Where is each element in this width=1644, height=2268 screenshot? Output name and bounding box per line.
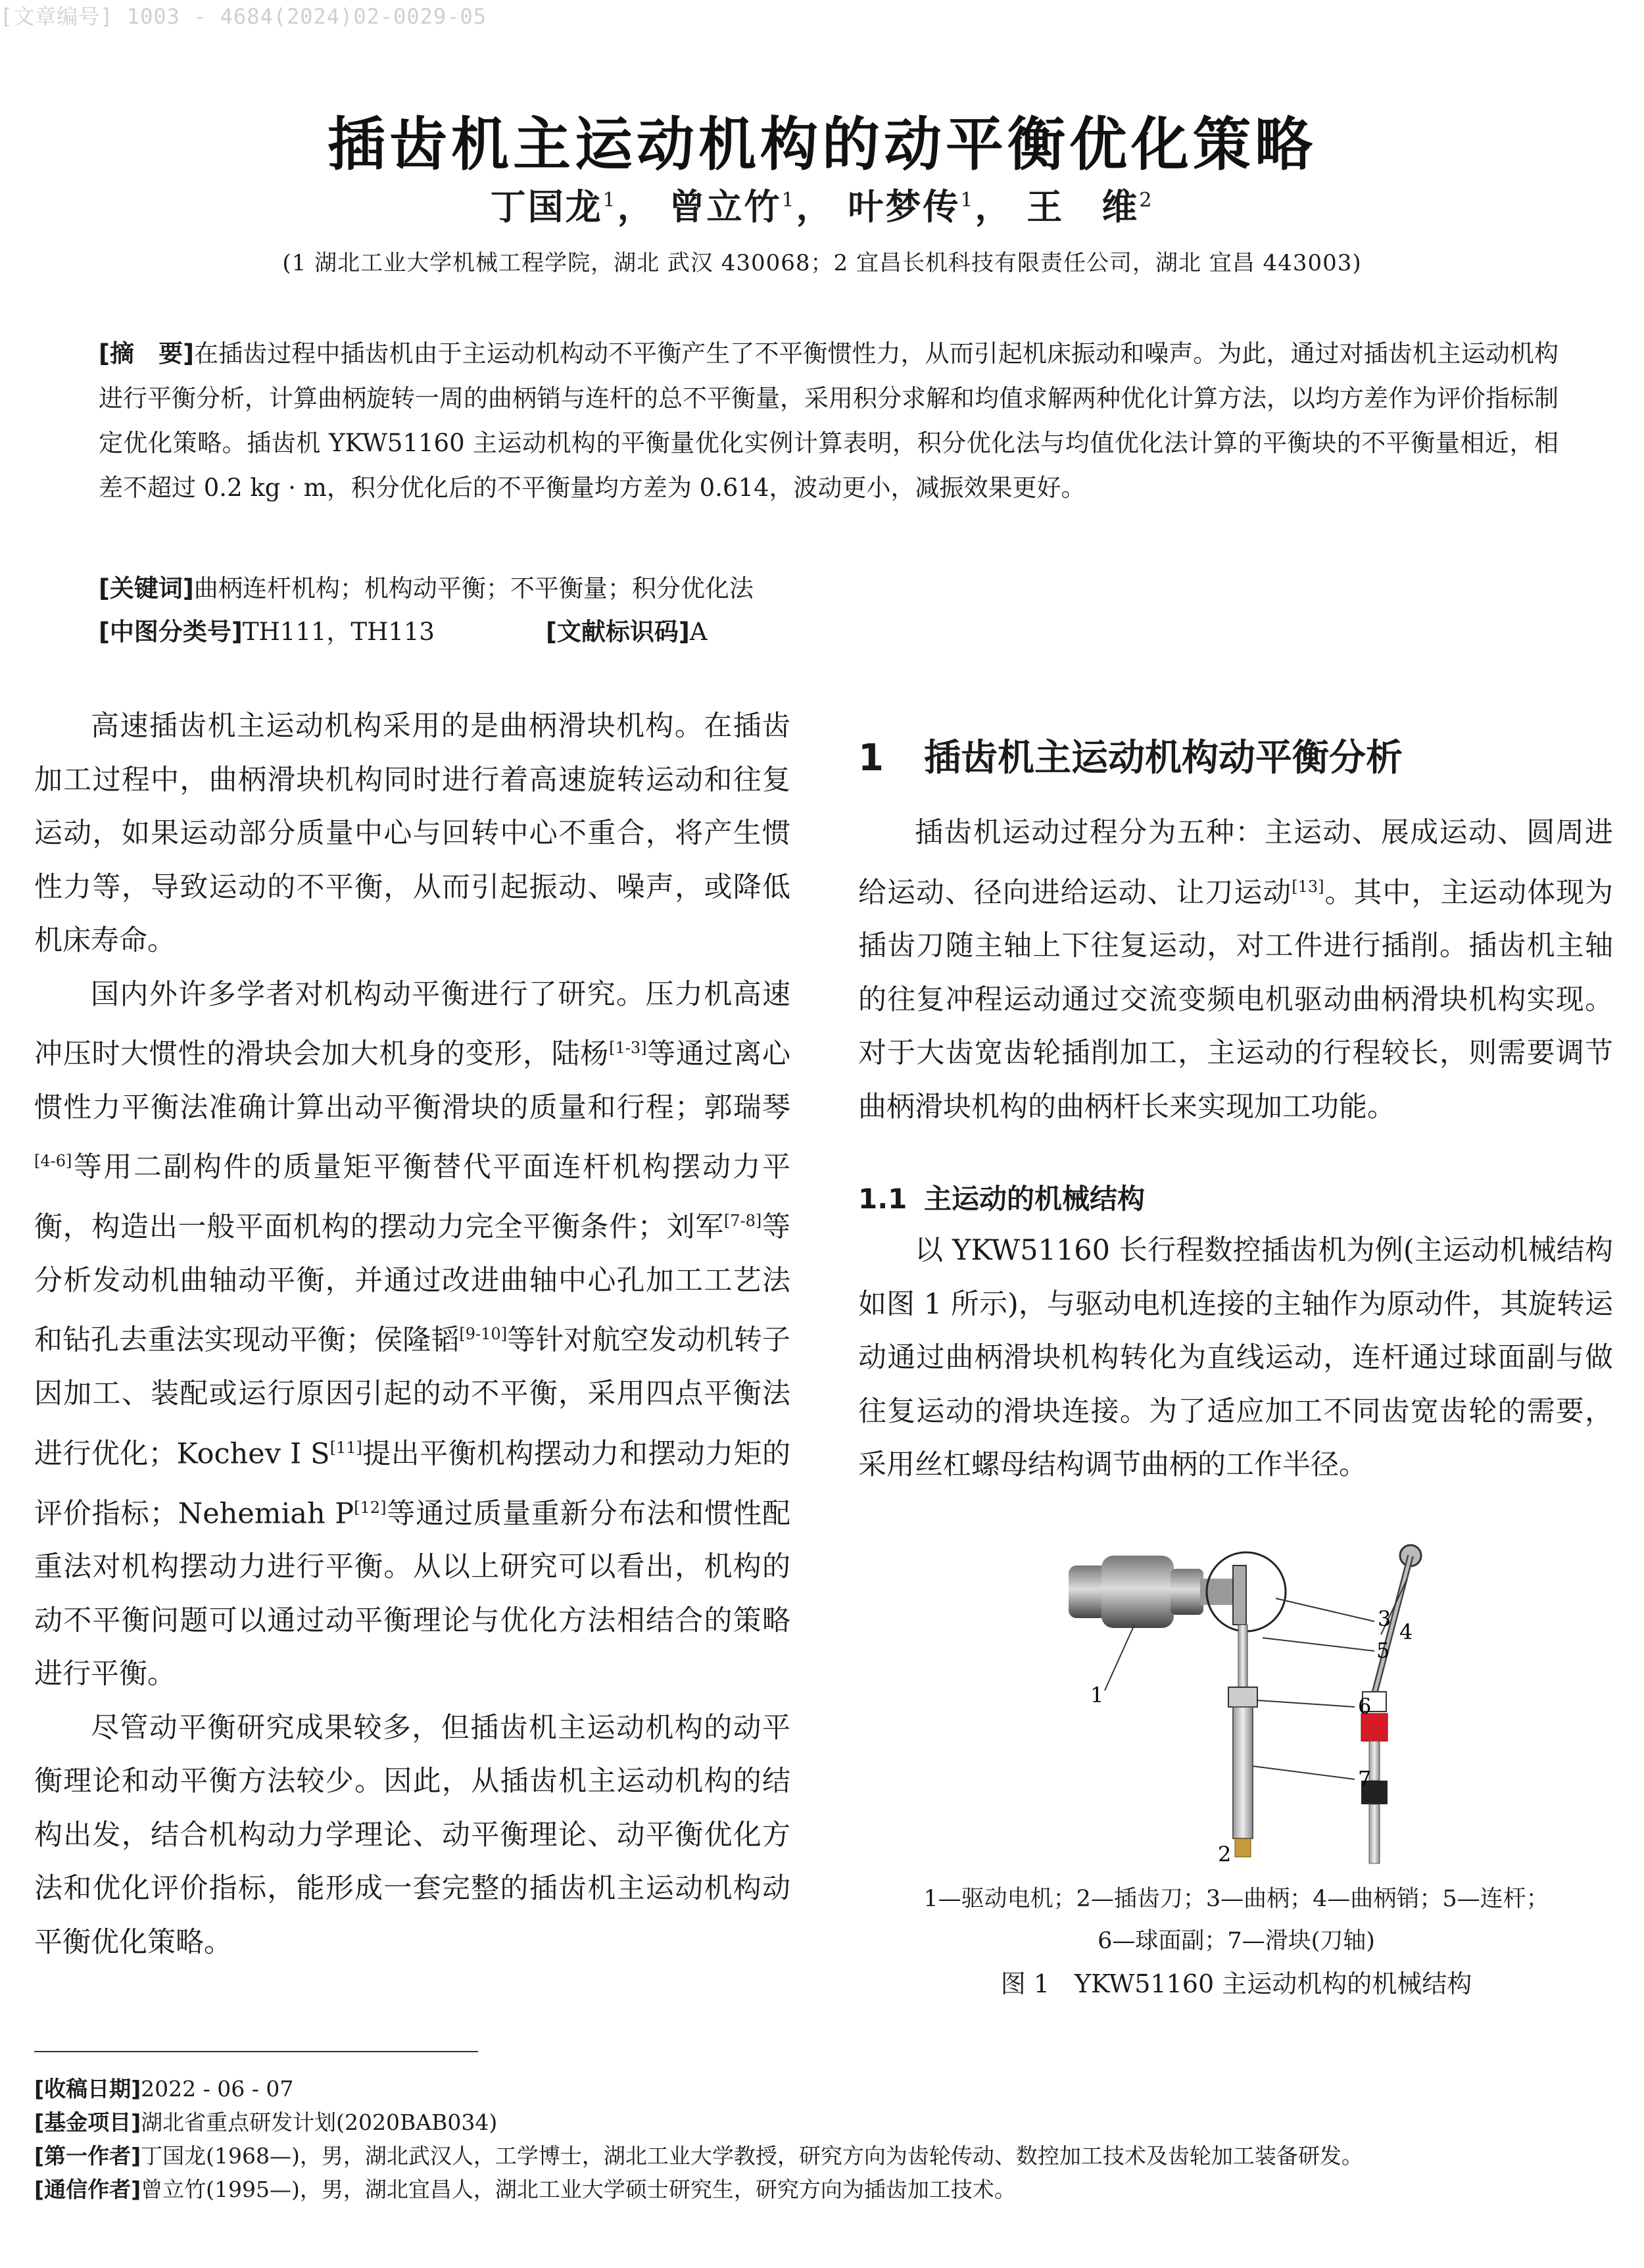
mechanism-figure — [1065, 1539, 1473, 1868]
author-affil-mark: 1 — [960, 189, 975, 212]
paragraph: 国内外许多学者对机构动平衡进行了研究。压力机高速冲压时大惯性的滑块会加大机身的变形，陆杨[1-3]等通过离心惯性力平衡法准确计算出动平衡滑块的质量和行程；郭瑞琴[4-6]等用二副构件的质量矩平衡替代平面连杆机构摆动力平衡，构造出一般平面机构的摆动力完全平衡条件；刘军[7-8]等分析发动机曲轴动平衡，并通过改进曲轴中心孔加工工艺法和钻孔去重法实现动平衡；侯隆韬[9-10]等针对航空发动机转子因加工、装配或运行原因引起的动不平衡，采用四点平衡法进行优化；Kochev I S[11]提出平衡机构摆动力和摆动力矩的评价指标；Nehemiah P[12]等通过质量重新分布法和惯性配重法对机构摆动力进行平衡。从以上研究可以看出，机构的动不平衡问题可以通过动平衡理论与优化方法相结合的策略进行平衡。 — [34, 977, 791, 1691]
footnote-text: 2022 - 06 - 07 — [141, 2076, 294, 2102]
footnote-label: [基金项目] — [34, 2109, 141, 2135]
section-heading — [858, 729, 1403, 781]
keywords-text: 曲柄连杆机构；机构动平衡；不平衡量；积分优化法 — [193, 574, 754, 603]
footnote-text: 湖北省重点研发计划(2020BAB034) — [141, 2109, 498, 2135]
footnote-text: 丁国龙(1968—)，男，湖北武汉人，工学博士，湖北工业大学教授，研究方向为齿轮传动、数控加工技术及齿轮加工装备研发。 — [141, 2143, 1363, 2169]
footnote — [34, 2106, 1612, 2139]
keywords — [99, 568, 754, 604]
figure-label: 6 — [1358, 1694, 1372, 1719]
figure-label: 5 — [1376, 1638, 1390, 1663]
footnote — [34, 2139, 1612, 2173]
figure-label: 1 — [1090, 1683, 1104, 1708]
author-affil-mark: 1 — [602, 189, 617, 212]
figure-legend-line: 1—驱动电机；2—插齿刀；3—曲柄；4—曲柄销；5—连杆； — [923, 1886, 1549, 1912]
citation: [11] — [329, 1438, 362, 1457]
author-name: 王 维 — [1027, 185, 1140, 228]
subsection-title: 主运动的机械结构 — [924, 1183, 1146, 1215]
figure-label: 4 — [1399, 1619, 1413, 1644]
figure-legend-line: 6—球面副；7—滑块(刀轴) — [1098, 1928, 1375, 1954]
section-title: 插齿机主运动机构动平衡分析 — [924, 737, 1403, 779]
left-column — [34, 700, 790, 1969]
abstract-label: [摘 要] — [99, 339, 195, 368]
footnote-text: 曾立竹(1995—)，男，湖北宜昌人，湖北工业大学硕士研究生，研究方向为插齿加工技术。 — [141, 2177, 1016, 2202]
affiliation: (1 湖北工业大学机械工程学院，湖北 武汉 430068；2 宜昌长机科技有限责任公司，湖北 宜昌 443003) — [282, 250, 1362, 276]
subsection-number: 1.1 — [858, 1183, 907, 1215]
author-name: 曾立竹 — [669, 185, 782, 228]
paragraph: 以 YKW51160 长行程数控插齿机为例(主运动机械结构如图 1 所示)，与驱动电机连接的主轴作为原动件，其旋转运动通过曲柄滑块机构转化为直线运动，连杆通过球面副与做往复运动的滑块连接。为了适应加工不同齿宽齿轮的需要，采用丝杠螺母结构调节曲柄的工作半径。 — [858, 1234, 1613, 1481]
citation: [13] — [1292, 877, 1324, 896]
citation: [1-3] — [609, 1039, 647, 1057]
paragraph: 高速插齿机主运动机构采用的是曲柄滑块机构。在插齿加工过程中，曲柄滑块机构同时进行着高速旋转运动和往复运动，如果运动部分质量中心与回转中心不重合，将产生惯性力等，导致运动的不平衡，从而引起振动、噪声，或降低机床寿命。 — [34, 710, 790, 957]
drive-motor-shape — [1069, 1556, 1233, 1628]
author-affil-mark: 2 — [1139, 189, 1154, 212]
footnote-label: [收稿日期] — [34, 2076, 141, 2102]
author-affil-mark: 1 — [781, 189, 796, 212]
clc-text: TH111，TH113 — [242, 618, 435, 646]
citation: [4-6] — [34, 1152, 72, 1171]
figure-legend — [861, 1878, 1611, 1962]
paragraph: 尽管动平衡研究成果较多，但插齿机主运动机构的动平衡理论和动平衡方法较少。因此，从插齿机主运动机构的结构出发，结合机构动力学理论、动平衡理论、动平衡优化方法和优化评价指标，能形成一套完整的插齿机主运动机构动平衡优化策略。 — [34, 1711, 790, 1959]
paragraph: 插齿机运动过程分为五种：主运动、展成运动、圆周进给运动、径向进给运动、让刀运动[13]。其中，主运动体现为插齿刀随主轴上下往复运动，对工件进行插削。插齿机主轴的往复冲程运动通过交流变频电机驱动曲柄滑块机构实现。对于大齿宽齿轮插削加工，主运动的行程较长，则需要调节曲柄滑块机构的曲柄杆长来实现加工功能。 — [858, 816, 1614, 1123]
abstract — [99, 332, 1559, 510]
slider-shape — [1228, 1625, 1257, 1857]
figure-label: 2 — [1218, 1842, 1232, 1867]
right-column-text — [858, 1224, 1613, 1492]
clc-label: [中图分类号] — [99, 618, 243, 646]
paper-title: 插齿机主运动机构的动平衡优化策略 — [327, 111, 1317, 178]
figure-label: 3 — [1378, 1606, 1391, 1631]
article-serial-number: [文章编号] 1003 - 4684(2024)02-0029-05 — [0, 4, 487, 29]
footnote-label: [第一作者] — [34, 2143, 141, 2169]
right-column-text — [858, 806, 1613, 1134]
doccode-label: [文献标识码] — [546, 618, 690, 646]
doccode-text: A — [689, 618, 708, 646]
author-name: 叶梦传 — [848, 185, 961, 228]
document-code — [546, 612, 708, 647]
author-name: 丁国龙 — [490, 185, 603, 228]
footnote — [34, 2173, 1612, 2206]
citation: [7-8] — [723, 1212, 762, 1231]
keywords-label: [关键词] — [99, 574, 194, 603]
author-list: 丁国龙$^1$， 曾立竹$^1$， 叶梦传$^1$， 王 维$^2$ — [490, 185, 1154, 228]
figure-caption: 图 1 YKW51160 主运动机构的机械结构 — [1000, 1969, 1472, 1998]
citation: [12] — [354, 1498, 387, 1517]
footnote — [34, 2072, 1612, 2106]
footnote-rule — [34, 2051, 478, 2052]
clc-number — [99, 612, 435, 647]
footnote-label: [通信作者] — [34, 2177, 141, 2202]
citation: [9-10] — [459, 1325, 508, 1344]
figure-label: 7 — [1358, 1766, 1372, 1791]
subsection-heading — [858, 1177, 1145, 1217]
section-number: 1 — [858, 737, 884, 779]
abstract-text: 在插齿过程中插齿机由于主运动机构动不平衡产生了不平衡惯性力，从而引起机床振动和噪声。为此，通过对插齿机主运动机构进行平衡分析，计算曲柄旋转一周的曲柄销与连杆的总不平衡量，采用积分求解和均值求解两种优化计算方法，以均方差作为评价指标制定优化策略。插齿机 YKW51160 主运动机构的平衡量优化实例计算表明，积分优化法与均值优化法计算的平衡块的不平衡量相近，相差不超过 0.2 kg · m，积分优化后的不平衡量均方差为 0.614，波动更小，减振效果更好。 — [99, 339, 1559, 502]
